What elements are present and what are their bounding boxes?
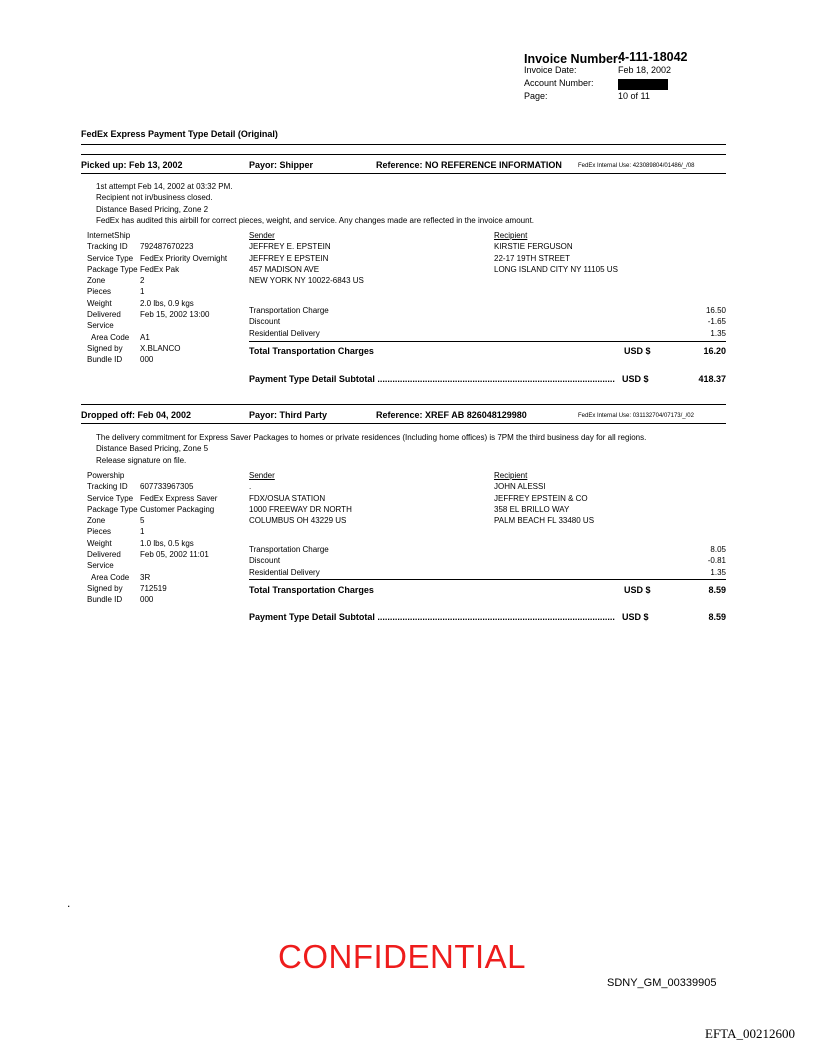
detail-label: Pieces — [87, 527, 112, 537]
detail-row — [87, 275, 247, 286]
confidential-stamp: CONFIDENTIAL — [278, 938, 527, 975]
invoice-number: 4-111-18042 — [618, 50, 688, 64]
sender-line: 457 MADISON AVE — [249, 264, 320, 274]
shipment1-charges — [249, 305, 726, 339]
detail-label: Weight — [87, 538, 112, 548]
detail-row — [87, 241, 247, 252]
page-label: Page: — [524, 91, 548, 101]
recipient-line: KIRSTIE FERGUSON — [494, 242, 573, 252]
shipment2-subtotal-label: Payment Type Detail Subtotal ............................................................................................... — [249, 612, 615, 622]
invoice-header — [524, 50, 724, 104]
detail-row — [87, 594, 247, 605]
recipient-line: PALM BEACH FL 33480 US — [494, 516, 595, 526]
charge-amount: -1.65 — [707, 317, 726, 327]
charge-row — [249, 567, 726, 578]
note: Release signature on file. — [96, 455, 187, 465]
detail-label: Delivered — [87, 310, 121, 320]
shipment1-event: Picked up: Feb 13, 2002 — [81, 160, 183, 170]
charge-label: Discount — [249, 317, 281, 327]
shipment1-total-currency: USD $ — [624, 346, 651, 356]
page-value: 10 of 11 — [618, 91, 650, 101]
bates-number: SDNY_GM_00339905 — [607, 977, 717, 989]
shipment1-recipient — [494, 230, 618, 275]
detail-label: Zone — [87, 516, 106, 526]
recipient-line: JEFFREY EPSTEIN & CO — [494, 493, 588, 503]
detail-row — [87, 549, 247, 560]
detail-row — [87, 343, 247, 354]
sender-line: . — [249, 482, 252, 492]
detail-value: FedEx Priority Overnight — [140, 253, 228, 263]
detail-row — [87, 583, 247, 594]
detail-row — [87, 515, 247, 526]
detail-label: Tracking ID — [87, 482, 128, 492]
charge-amount: -0.81 — [707, 556, 726, 566]
shipment1-payor: Payor: Shipper — [249, 160, 314, 170]
sender-line: JEFFREY E EPSTEIN — [249, 253, 329, 263]
shipment2-payor: Payor: Third Party — [249, 410, 328, 420]
shipment1-total: 16.20 — [703, 346, 726, 356]
shipment1-sender — [249, 230, 364, 286]
detail-row — [87, 332, 247, 343]
detail-label: Service — [87, 321, 114, 331]
detail-value: 1 — [140, 527, 145, 537]
detail-value: 000 — [140, 355, 154, 365]
charge-label: Discount — [249, 556, 281, 566]
detail-label: Service Type — [87, 493, 134, 503]
sender-line: FDX/OSUA STATION — [249, 493, 326, 503]
detail-value: Customer Packaging — [140, 504, 215, 514]
charge-row — [249, 555, 726, 566]
shipment2-sender — [249, 470, 352, 526]
invoice-date: Feb 18, 2002 — [618, 65, 672, 75]
detail-row — [87, 504, 247, 515]
detail-row — [87, 264, 247, 275]
detail-label: Area Code — [91, 332, 130, 342]
shipment1-details — [87, 230, 247, 366]
shipment2-top-rule — [81, 404, 726, 405]
detail-label: Package Type — [87, 504, 138, 514]
shipment1-header-rule — [81, 173, 726, 174]
detail-row — [87, 253, 247, 264]
charge-label: Transportation Charge — [249, 545, 329, 554]
detail-row — [87, 286, 247, 297]
shipment1-charges-rule — [249, 341, 726, 342]
shipping-method: Powership — [87, 471, 125, 480]
shipment1-subtotal: 418.37 — [698, 374, 726, 384]
detail-label: Package Type — [87, 264, 138, 274]
sender-line: NEW YORK NY 10022-6843 US — [249, 276, 364, 286]
shipment2-header-rule — [81, 423, 726, 424]
shipment2-total-label: Total Transportation Charges — [249, 585, 374, 595]
charge-row — [249, 305, 726, 316]
detail-label: Delivered — [87, 550, 121, 560]
account-number-redaction — [618, 79, 668, 90]
charge-row — [249, 328, 726, 339]
detail-row — [87, 309, 247, 320]
shipment1-subtotal-label: Payment Type Detail Subtotal ............................................................................................... — [249, 374, 615, 384]
note: Distance Based Pricing, Zone 5 — [96, 444, 209, 454]
sender-label: Sender — [249, 471, 275, 480]
recipient-line: 22-17 19TH STREET — [494, 253, 571, 263]
detail-label: Weight — [87, 298, 112, 308]
efta-number: EFTA_00212600 — [705, 1026, 795, 1041]
note: Distance Based Pricing, Zone 2 — [96, 204, 209, 214]
detail-label: Pieces — [87, 287, 112, 297]
shipment2-subtotal: 8.59 — [708, 612, 726, 622]
detail-value: FedEx Pak — [140, 264, 180, 274]
note: 1st attempt Feb 14, 2002 at 03:32 PM. — [96, 182, 233, 191]
stray-dot: . — [67, 896, 71, 910]
section-title-rule — [81, 144, 726, 145]
detail-row — [87, 354, 247, 365]
detail-value: 792487670223 — [140, 242, 194, 252]
detail-label: Signed by — [87, 583, 123, 593]
recipient-line: JOHN ALESSI — [494, 482, 546, 492]
account-number-label: Account Number: — [524, 78, 594, 88]
detail-row — [87, 560, 247, 571]
detail-label: Area Code — [91, 572, 130, 582]
note: Recipient not in/business closed. — [96, 193, 213, 203]
shipment2-recipient — [494, 470, 594, 526]
shipment2-notes — [96, 432, 646, 466]
charge-label: Residential Delivery — [249, 567, 320, 577]
detail-value: Feb 05, 2002 11:01 — [140, 550, 209, 560]
detail-row — [87, 320, 247, 331]
invoice-number-label: Invoice Number: — [524, 52, 622, 66]
detail-value: X.BLANCO — [140, 343, 181, 353]
detail-value: 607733967305 — [140, 482, 194, 492]
detail-row — [87, 526, 247, 537]
charge-amount: 16.50 — [705, 306, 726, 315]
detail-value: A1 — [140, 332, 150, 342]
invoice-date-label: Invoice Date: — [524, 65, 577, 75]
recipient-line: LONG ISLAND CITY NY 11105 US — [494, 264, 618, 274]
charge-label: Transportation Charge — [249, 306, 329, 315]
shipment1-top-rule — [81, 154, 726, 155]
detail-value: FedEx Express Saver — [140, 493, 218, 503]
shipment1-notes — [96, 181, 534, 226]
detail-value: 2 — [140, 276, 145, 286]
detail-value: 5 — [140, 516, 145, 526]
charge-amount: 1.35 — [710, 328, 726, 338]
shipment1-reference: Reference: NO REFERENCE INFORMATION — [376, 160, 562, 170]
charge-row — [249, 544, 726, 555]
charge-label: Residential Delivery — [249, 328, 320, 338]
shipment2-charges-rule — [249, 579, 726, 580]
charge-amount: 1.35 — [710, 567, 726, 577]
shipment2-total: 8.59 — [708, 585, 726, 595]
detail-row — [87, 493, 247, 504]
recipient-line: 358 EL BRILLO WAY — [494, 504, 570, 514]
shipment2-charges — [249, 544, 726, 578]
shipment1-subtotal-currency: USD $ — [622, 374, 649, 384]
recipient-label: Recipient — [494, 231, 528, 240]
detail-value: 1 — [140, 287, 145, 297]
detail-row — [87, 538, 247, 549]
sender-line: COLUMBUS OH 43229 US — [249, 516, 347, 526]
detail-label: Tracking ID — [87, 242, 128, 252]
detail-row — [87, 298, 247, 309]
shipment1-total-label: Total Transportation Charges — [249, 346, 374, 356]
detail-label: Bundle ID — [87, 355, 123, 365]
detail-label: Signed by — [87, 343, 123, 353]
sender-line: 1000 FREEWAY DR NORTH — [249, 504, 352, 514]
sender-line: JEFFREY E. EPSTEIN — [249, 242, 331, 252]
detail-value: 1.0 lbs, 0.5 kgs — [140, 538, 194, 548]
detail-label: Bundle ID — [87, 595, 123, 605]
detail-label: Service Type — [87, 253, 134, 263]
shipment2-total-currency: USD $ — [624, 585, 651, 595]
detail-row — [87, 572, 247, 583]
recipient-label: Recipient — [494, 471, 528, 480]
shipment2-event: Dropped off: Feb 04, 2002 — [81, 410, 192, 420]
shipment2-subtotal-currency: USD $ — [622, 612, 649, 622]
detail-row — [87, 481, 247, 492]
charge-amount: 8.05 — [710, 545, 726, 554]
detail-value: 000 — [140, 595, 154, 605]
shipment1-internal-use: FedEx Internal Use: 423089804/01486/_/08 — [578, 163, 695, 169]
shipment2-reference: Reference: XREF AB 826048129980 — [376, 410, 527, 420]
detail-label: Zone — [87, 276, 106, 286]
shipment2-details — [87, 470, 247, 606]
note: The delivery commitment for Express Saver Packages to homes or private residences (Including home offices) is 7PM the third business day for all regions. — [96, 433, 647, 442]
detail-label: Service — [87, 561, 114, 571]
section-title: FedEx Express Payment Type Detail (Original) — [81, 129, 278, 139]
shipment2-internal-use: FedEx Internal Use: 031132704/07173/_/02 — [578, 413, 694, 419]
detail-value: 3R — [140, 572, 151, 582]
shipping-method: InternetShip — [87, 231, 131, 240]
detail-value: 2.0 lbs, 0.9 kgs — [140, 298, 194, 308]
detail-value: Feb 15, 2002 13:00 — [140, 310, 210, 320]
note: FedEx has audited this airbill for correct pieces, weight, and service. Any changes made are reflected in the invoice amount. — [96, 215, 535, 225]
charge-row — [249, 316, 726, 327]
sender-label: Sender — [249, 231, 275, 240]
detail-value: 712519 — [140, 583, 167, 593]
